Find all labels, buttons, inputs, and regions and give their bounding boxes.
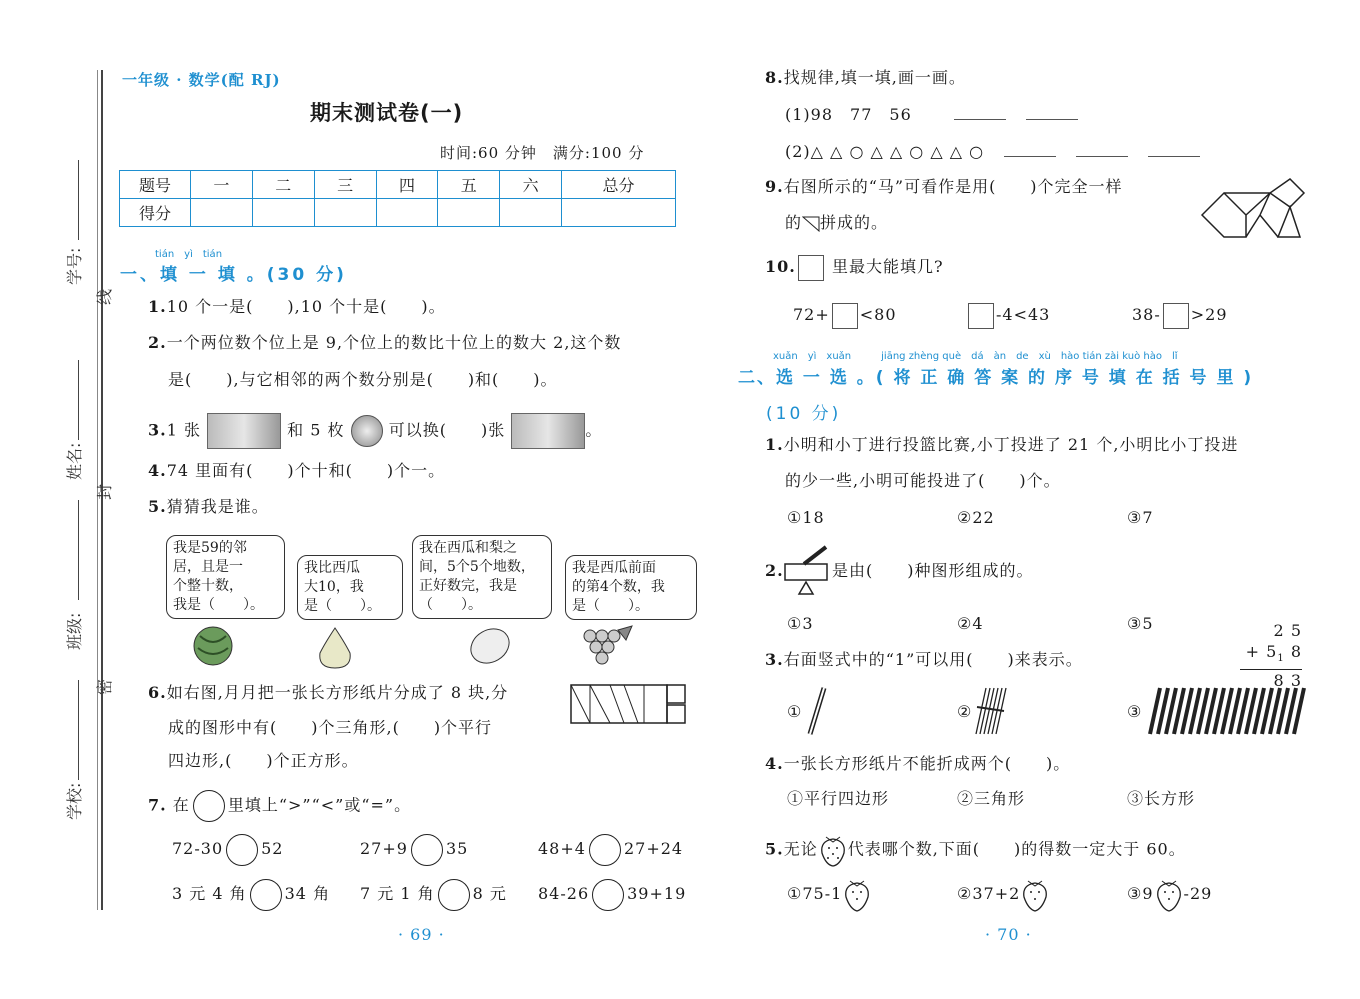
exam-title: 期末测试卷(一) bbox=[310, 101, 464, 125]
q2 bbox=[148, 333, 621, 353]
q7-right: 34 角 bbox=[284, 884, 331, 903]
answer-blank[interactable] bbox=[954, 105, 1006, 120]
mango-icon bbox=[465, 622, 516, 670]
q2-line1: 一个两位数个位上是 9,个位上的数比十位上的数大 2,这个数 bbox=[166, 333, 622, 352]
q3 bbox=[148, 413, 602, 449]
speech-bubble-grapes: 我是西瓜前面 的第4个数，我 是（ ）。 bbox=[565, 555, 697, 620]
answer-circle[interactable] bbox=[592, 879, 624, 911]
q7-item bbox=[360, 833, 468, 866]
score-cell[interactable] bbox=[191, 199, 253, 227]
q3-text-c: 可以换( )张 bbox=[388, 420, 506, 440]
q3-text-b: 和 5 枚 bbox=[287, 420, 345, 440]
c4-option-2[interactable]: ②三角形 bbox=[957, 789, 1026, 808]
q7-text-b: 里填上“>”“<”或“=”。 bbox=[227, 795, 412, 815]
q7-number: 7. bbox=[148, 795, 167, 815]
exam-meta: 时间:60 分钟 满分:100 分 bbox=[440, 144, 645, 162]
answer-blank[interactable] bbox=[1026, 105, 1078, 120]
answer-circle[interactable] bbox=[411, 834, 443, 866]
answer-blank[interactable] bbox=[1004, 142, 1056, 157]
c5-text-b: 代表哪个数,下面( )的得数一定大于 60。 bbox=[847, 839, 1186, 859]
c2-number: 2. bbox=[765, 561, 784, 580]
score-header-cell: 总分 bbox=[562, 171, 676, 199]
section1-pinyin: tián yì tián bbox=[155, 249, 223, 260]
square-box-icon bbox=[798, 255, 824, 281]
c1-line1: 小明和小丁进行投篮比赛,小丁投进了 21 个,小明比小丁投进 bbox=[783, 435, 1239, 454]
sidebar-id: 学号: bbox=[65, 247, 84, 285]
c5-option-3-tail: -29 bbox=[1183, 884, 1213, 903]
q7-right: 52 bbox=[261, 839, 284, 858]
c3-number: 3. bbox=[765, 650, 784, 669]
c5-option-1[interactable] bbox=[787, 876, 872, 913]
answer-circle[interactable] bbox=[589, 834, 621, 866]
strawberry-icon bbox=[842, 877, 872, 913]
vertical-row-1: 2 5 bbox=[1273, 621, 1302, 640]
fruit-illustrations bbox=[180, 618, 660, 670]
q10-expr3-a: 38- bbox=[1132, 305, 1161, 324]
c5-option-2[interactable] bbox=[957, 876, 1050, 913]
c2 bbox=[765, 561, 784, 581]
strawberry-icon bbox=[1020, 877, 1050, 913]
stick-bundle-icon bbox=[972, 685, 1012, 737]
score-header-cell: 五 bbox=[438, 171, 500, 199]
q7-left: 3 元 4 角 bbox=[172, 884, 247, 903]
shape-assembly-icon bbox=[782, 542, 834, 598]
q7-left: 7 元 1 角 bbox=[360, 884, 435, 903]
q6-line1: 如右图,月月把一张长方形纸片分成了 8 块,分 bbox=[166, 683, 509, 702]
answer-circle[interactable] bbox=[250, 879, 282, 911]
q4-text: 74 里面有( )个十和( )个一。 bbox=[166, 461, 446, 480]
carry-digit: 1 bbox=[1277, 653, 1285, 665]
q10-expr2-text: -4<43 bbox=[996, 305, 1051, 324]
score-table bbox=[119, 170, 676, 227]
q5-number: 5. bbox=[148, 497, 167, 516]
c1-number: 1. bbox=[765, 435, 784, 454]
c4-text: 一张长方形纸片不能折成两个( )。 bbox=[783, 754, 1071, 773]
q7-item bbox=[172, 833, 283, 866]
score-header-cell: 六 bbox=[500, 171, 562, 199]
score-cell[interactable] bbox=[500, 199, 562, 227]
c3 bbox=[765, 650, 1083, 670]
q1-text: 10 个一是( ),10 个十是( )。 bbox=[166, 297, 446, 316]
watermelon-icon bbox=[194, 627, 232, 665]
school-line bbox=[78, 680, 79, 780]
q8-sub1-text: (1)98 77 56 bbox=[785, 105, 912, 124]
q5 bbox=[148, 497, 269, 517]
q5-text: 猜猜我是谁。 bbox=[166, 497, 269, 516]
speech-bubble-mango: 我在西瓜和梨之 间，5个5个地数， 正好数完，我是 （ ）。 bbox=[412, 535, 552, 619]
score-row-label: 得分 bbox=[120, 199, 191, 227]
section2-pinyin: xuǎn yì xuǎn jiāng zhèng què dá àn de xù hào tián zài kuò hào lǐ bbox=[773, 351, 1178, 362]
right-triangle-icon bbox=[802, 216, 820, 232]
vertical-row-2 bbox=[1240, 641, 1302, 669]
c1-line2: 的少一些,小明可能投进了( )个。 bbox=[785, 471, 1061, 490]
q7-right: 27+24 bbox=[623, 839, 684, 858]
score-header-cell: 题号 bbox=[120, 171, 191, 199]
q6 bbox=[148, 683, 508, 703]
answer-circle[interactable] bbox=[438, 879, 470, 911]
answer-circle[interactable] bbox=[226, 834, 258, 866]
vertical-row-2-a: + 5 bbox=[1245, 642, 1278, 661]
vertical-sum-line: 8 3 bbox=[1240, 669, 1302, 691]
q8-sub2-text: (2)△ △ ○ △ △ ○ △ △ ○ bbox=[785, 142, 985, 161]
name-line bbox=[78, 360, 79, 440]
q2-number: 2. bbox=[148, 333, 167, 352]
q10-number: 10. bbox=[765, 257, 796, 276]
speech-bubble-pear: 我比西瓜 大10，我 是（ ）。 bbox=[297, 555, 403, 620]
q7-item bbox=[360, 878, 507, 911]
score-header-cell: 一 bbox=[191, 171, 253, 199]
q10-expr1-a: 72+ bbox=[793, 305, 830, 324]
q1 bbox=[148, 297, 446, 317]
c1-option-1[interactable]: ①18 bbox=[787, 508, 825, 527]
q7-right: 39+19 bbox=[627, 884, 687, 903]
score-header-cell: 三 bbox=[314, 171, 376, 199]
sidebar-mi: 密 bbox=[95, 678, 114, 695]
q1-number: 1. bbox=[148, 297, 167, 316]
q7-left: 27+9 bbox=[360, 839, 408, 858]
answer-box[interactable] bbox=[1163, 303, 1189, 329]
page-number-left: · 69 · bbox=[398, 925, 445, 944]
section1-title: 一、填 一 填 。(30 分) bbox=[120, 265, 347, 285]
rectangle-split-figure bbox=[568, 682, 688, 726]
q6-line3: 四边形,( )个正方形。 bbox=[168, 751, 359, 770]
c3-option-1[interactable]: ① bbox=[787, 702, 803, 721]
strawberry-icon bbox=[818, 833, 848, 867]
single-stick-icon bbox=[804, 685, 828, 737]
sidebar-class: 班级: bbox=[65, 612, 84, 650]
q9-number: 9. bbox=[765, 177, 784, 196]
score-header-cell: 四 bbox=[376, 171, 438, 199]
c2-text: 是由( )种图形组成的。 bbox=[832, 561, 1034, 580]
q10-expr2 bbox=[966, 302, 1050, 329]
id-line bbox=[78, 160, 79, 240]
c5-option-3-text: ③9 bbox=[1127, 884, 1154, 903]
q7-text-a: 在 bbox=[172, 795, 190, 815]
q9-line1: 右图所示的“马”可看作是用( )个完全一样 bbox=[783, 177, 1123, 196]
c4-option-1[interactable]: ①平行四边形 bbox=[787, 789, 890, 808]
grade-label: 一年级 · 数学(配 RJ) bbox=[122, 71, 281, 89]
q7-item bbox=[538, 878, 686, 911]
page-number-right: · 70 · bbox=[985, 925, 1032, 944]
section2-title: 二、选 一 选 。( 将 正 确 答 案 的 序 号 填 在 括 号 里 ) bbox=[738, 368, 1254, 388]
q7-left: 84-26 bbox=[538, 884, 590, 903]
q10-expr1 bbox=[793, 302, 897, 329]
c1 bbox=[765, 435, 1238, 455]
sidebar-xian: 线 bbox=[95, 288, 114, 305]
q7 bbox=[148, 790, 411, 822]
one-yuan-coin-icon bbox=[351, 415, 383, 447]
q8-number: 8. bbox=[765, 68, 784, 87]
q7-item bbox=[172, 878, 330, 911]
vertical-row-2-b: 8 bbox=[1290, 642, 1302, 661]
q3-text-a: 1 张 bbox=[166, 420, 201, 440]
q10-expr3-b: >29 bbox=[1190, 305, 1228, 324]
c5-text-a: 无论 bbox=[783, 839, 818, 859]
q10 bbox=[765, 254, 944, 281]
c3-text: 右面竖式中的“1”可以用( )来表示。 bbox=[783, 650, 1083, 669]
q6-number: 6. bbox=[148, 683, 167, 702]
vertical-addition bbox=[1240, 620, 1302, 691]
c5-option-1-text: ①75-1 bbox=[787, 884, 843, 903]
q4-number: 4. bbox=[148, 461, 167, 480]
c3-option-2[interactable]: ② bbox=[957, 702, 973, 721]
q8-sub1 bbox=[785, 105, 1098, 125]
answer-blank[interactable] bbox=[1076, 142, 1128, 157]
tangram-horse-figure bbox=[1200, 175, 1310, 241]
c2-option-2[interactable]: ②4 bbox=[957, 614, 984, 633]
q2-line2: 是( ),与它相邻的两个数分别是( )和( )。 bbox=[168, 370, 558, 389]
answer-blank[interactable] bbox=[1148, 142, 1200, 157]
score-cell[interactable] bbox=[376, 199, 438, 227]
sidebar-school: 学校: bbox=[65, 782, 84, 820]
q7-right: 8 元 bbox=[472, 884, 507, 903]
q9-text-a: 的 bbox=[785, 213, 803, 232]
q7-left: 72-30 bbox=[172, 839, 224, 858]
q10-expr3 bbox=[1132, 302, 1228, 329]
c1-option-2[interactable]: ②22 bbox=[957, 508, 995, 527]
q7-left: 48+4 bbox=[538, 839, 586, 858]
score-cell[interactable] bbox=[252, 199, 314, 227]
q8-text: 找规律,填一填,画一画。 bbox=[783, 68, 966, 87]
sidebar-name: 姓名: bbox=[65, 442, 84, 480]
answer-box[interactable] bbox=[832, 303, 858, 329]
q9-line2 bbox=[785, 213, 888, 233]
grapes-icon bbox=[584, 626, 632, 664]
score-header-cell: 二 bbox=[252, 171, 314, 199]
class-line bbox=[78, 500, 79, 600]
sidebar-feng: 封 bbox=[95, 483, 114, 500]
q3-text-d: 。 bbox=[585, 420, 603, 440]
c4 bbox=[765, 754, 1070, 774]
q9-text-b: 拼成的。 bbox=[820, 213, 889, 232]
c1-option-3[interactable]: ③7 bbox=[1127, 508, 1154, 527]
q3-number: 3. bbox=[148, 420, 167, 440]
speech-bubble-watermelon: 我是59的邻 居，且是一 个整十数， 我是（ ）。 bbox=[166, 535, 285, 619]
c2-option-3[interactable]: ③5 bbox=[1127, 614, 1154, 633]
q7-right: 35 bbox=[445, 839, 469, 858]
q8 bbox=[765, 68, 966, 88]
q9 bbox=[765, 177, 1123, 197]
c5 bbox=[765, 833, 1186, 867]
c4-number: 4. bbox=[765, 754, 784, 773]
many-sticks-icon bbox=[1146, 685, 1306, 737]
section2-score: (10 分) bbox=[766, 404, 842, 424]
q10-expr1-b: <80 bbox=[859, 305, 897, 324]
c3-option-3[interactable]: ③ bbox=[1127, 702, 1143, 721]
q4 bbox=[148, 461, 445, 481]
answer-box[interactable] bbox=[968, 303, 994, 329]
q6-line2: 成的图形中有( )个三角形,( )个平行 bbox=[168, 718, 493, 737]
compare-circle-icon bbox=[193, 790, 225, 822]
q10-text: 里最大能填几? bbox=[831, 257, 944, 276]
pear-icon bbox=[320, 628, 350, 668]
q7-item bbox=[538, 833, 683, 866]
c5-number: 5. bbox=[765, 839, 784, 859]
five-yuan-note-icon bbox=[511, 413, 585, 449]
c5-option-2-text: ②37+2 bbox=[957, 884, 1021, 903]
c2-option-1[interactable]: ①3 bbox=[787, 614, 814, 633]
score-cell[interactable] bbox=[314, 199, 376, 227]
c5-option-3[interactable] bbox=[1127, 876, 1212, 913]
score-cell[interactable] bbox=[438, 199, 500, 227]
q8-sub2 bbox=[785, 142, 1220, 162]
strawberry-icon bbox=[1154, 877, 1184, 913]
score-cell[interactable] bbox=[562, 199, 676, 227]
ten-yuan-note-icon bbox=[207, 413, 281, 449]
c4-option-3[interactable]: ③长方形 bbox=[1127, 789, 1196, 808]
